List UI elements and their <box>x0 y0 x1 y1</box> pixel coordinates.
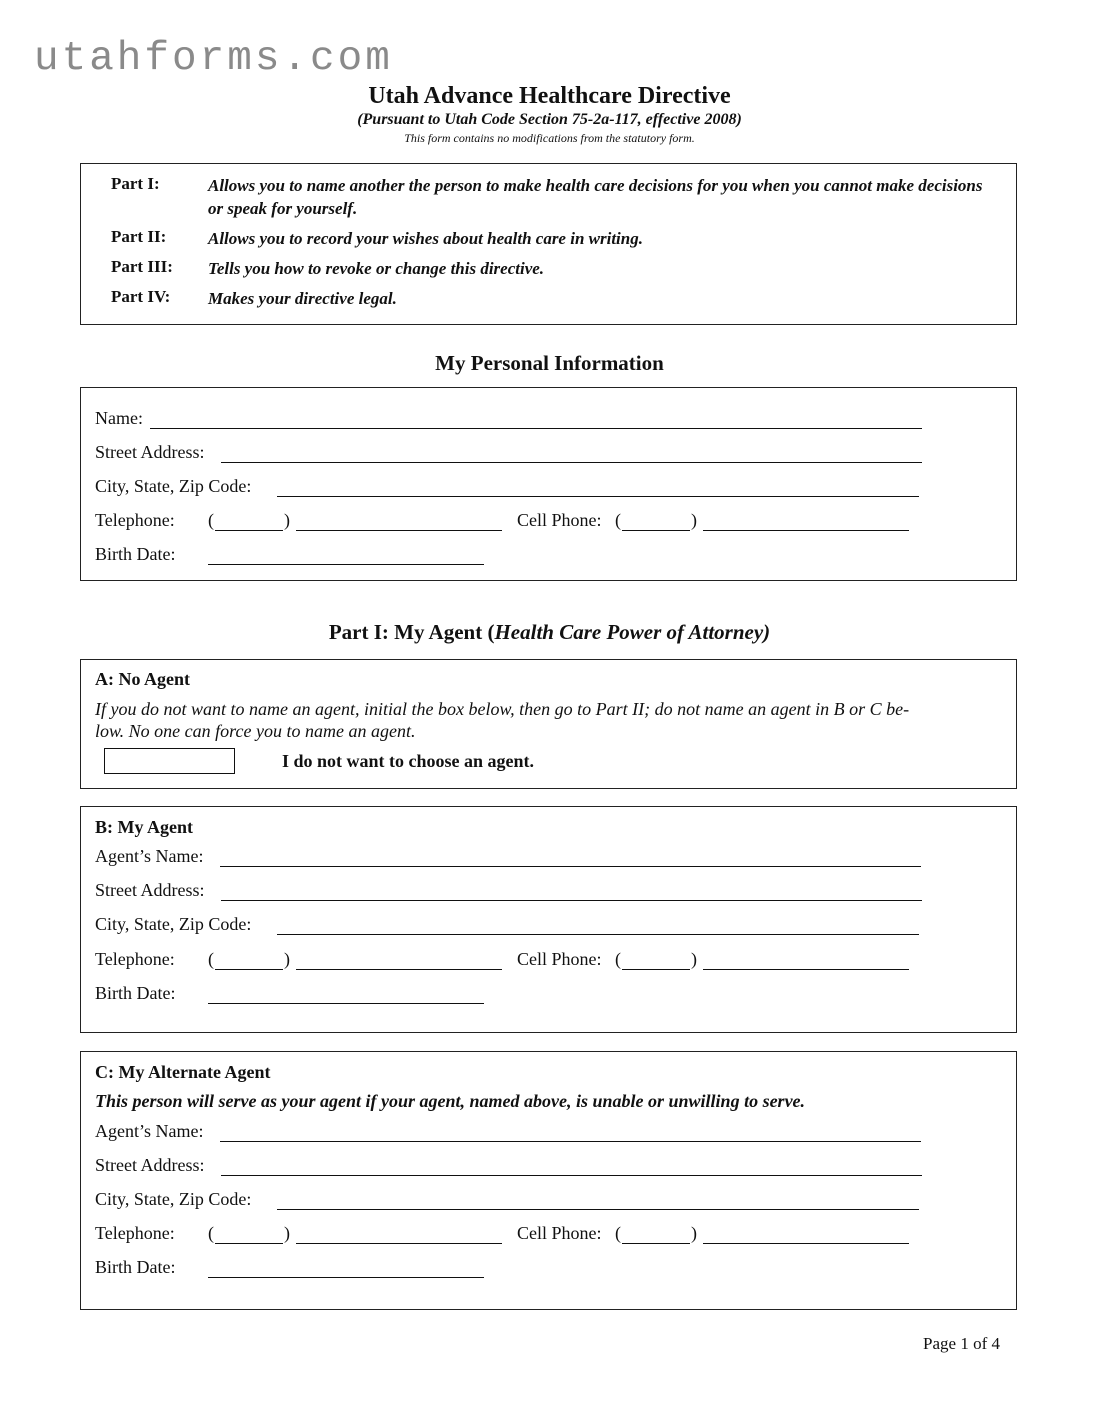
birth-field[interactable] <box>208 564 484 565</box>
agent-birth-label: Birth Date: <box>95 983 176 1003</box>
birth-label: Birth Date: <box>95 544 176 564</box>
part-label: Part III: <box>111 257 173 276</box>
alt-agent-telephone-field[interactable] <box>296 1243 502 1244</box>
area-code-close: ) <box>284 1223 290 1243</box>
area-code-open: ( <box>615 949 621 969</box>
alt-agent-telephone-area-code-field[interactable] <box>215 1243 283 1244</box>
cell-field[interactable] <box>703 530 909 531</box>
alt-agent-birth-label: Birth Date: <box>95 1257 176 1277</box>
alt-agent-cell-area-code-field[interactable] <box>622 1243 690 1244</box>
alt-agent-cell-field[interactable] <box>703 1243 909 1244</box>
area-code-open: ( <box>208 1223 214 1243</box>
alt-agent-city-field[interactable] <box>277 1209 919 1210</box>
part-label: Part I: <box>111 174 160 193</box>
cell-label: Cell Phone: <box>517 510 602 530</box>
no-agent-checkbox-label: I do not want to choose an agent. <box>282 751 535 771</box>
agent-name-label: Agent’s Name: <box>95 846 204 866</box>
part-description: Allows you to record your wishes about health care in writing. <box>208 229 643 248</box>
area-code-close: ) <box>691 510 697 530</box>
personal-info-title: My Personal Information <box>435 351 664 375</box>
name-label: Name: <box>95 408 143 428</box>
no-agent-instruction-line2: low. No one can force you to name an agent. <box>95 721 416 741</box>
area-code-open: ( <box>615 1223 621 1243</box>
name-field[interactable] <box>150 428 922 429</box>
no-agent-initial-box[interactable] <box>104 748 235 774</box>
alternate-agent-heading: C: My Alternate Agent <box>95 1062 271 1082</box>
street-label: Street Address: <box>95 442 205 462</box>
city-label: City, State, Zip Code: <box>95 476 252 496</box>
agent-cell-label: Cell Phone: <box>517 949 602 969</box>
telephone-label: Telephone: <box>95 510 175 530</box>
alternate-agent-box <box>80 1051 1017 1310</box>
area-code-close: ) <box>284 949 290 969</box>
telephone-area-code-field[interactable] <box>215 530 283 531</box>
alt-agent-city-label: City, State, Zip Code: <box>95 1189 252 1209</box>
alt-agent-name-label: Agent’s Name: <box>95 1121 204 1141</box>
alt-agent-street-label: Street Address: <box>95 1155 205 1175</box>
street-field[interactable] <box>221 462 922 463</box>
part-description: Tells you how to revoke or change this directive. <box>208 259 545 278</box>
my-agent-heading: B: My Agent <box>95 817 193 837</box>
alt-agent-cell-label: Cell Phone: <box>517 1223 602 1243</box>
area-code-open: ( <box>615 510 621 530</box>
agent-city-field[interactable] <box>277 934 919 935</box>
cell-area-code-field[interactable] <box>622 530 690 531</box>
area-code-close: ) <box>284 510 290 530</box>
agent-telephone-area-code-field[interactable] <box>215 969 283 970</box>
form-subtitle: (Pursuant to Utah Code Section 75-2a-117, effective 2008) <box>357 111 742 128</box>
area-code-open: ( <box>208 510 214 530</box>
part-label: Part IV: <box>111 287 171 306</box>
alt-agent-birth-field[interactable] <box>208 1277 484 1278</box>
agent-telephone-field[interactable] <box>296 969 502 970</box>
form-note: This form contains no modifications from the statutory form. <box>404 131 695 145</box>
part1-title: Part I: My Agent (Health Care Power of Attorney) <box>328 620 771 644</box>
agent-cell-area-code-field[interactable] <box>622 969 690 970</box>
part-label: Part II: <box>111 227 167 246</box>
agent-street-field[interactable] <box>221 900 922 901</box>
agent-name-field[interactable] <box>220 866 921 867</box>
no-agent-instruction-line1: If you do not want to name an agent, initial the box below, then go to Part II; do not name an agent in B or C be- <box>95 699 910 719</box>
city-field[interactable] <box>277 496 919 497</box>
alternate-agent-instruction: This person will serve as your agent if your agent, named above, is unable or unwilling to serve. <box>95 1091 806 1111</box>
part-description: Allows you to name another the person to make health care decisions for you when you cannot make decisions or speak for yourself. <box>208 176 983 218</box>
form-title: Utah Advance Healthcare Directive <box>368 83 731 109</box>
watermark: utahforms.com <box>34 36 393 82</box>
page-number: Page 1 of 4 <box>923 1334 1000 1353</box>
alt-agent-telephone-label: Telephone: <box>95 1223 175 1243</box>
agent-cell-field[interactable] <box>703 969 909 970</box>
telephone-field[interactable] <box>296 530 502 531</box>
agent-telephone-label: Telephone: <box>95 949 175 969</box>
agent-street-label: Street Address: <box>95 880 205 900</box>
area-code-close: ) <box>691 1223 697 1243</box>
agent-birth-field[interactable] <box>208 1003 484 1004</box>
area-code-open: ( <box>208 949 214 969</box>
no-agent-heading: A: No Agent <box>95 669 190 689</box>
part-description: Makes your directive legal. <box>208 289 397 308</box>
alt-agent-name-field[interactable] <box>220 1141 921 1142</box>
area-code-close: ) <box>691 949 697 969</box>
alt-agent-street-field[interactable] <box>221 1175 922 1176</box>
agent-city-label: City, State, Zip Code: <box>95 914 252 934</box>
